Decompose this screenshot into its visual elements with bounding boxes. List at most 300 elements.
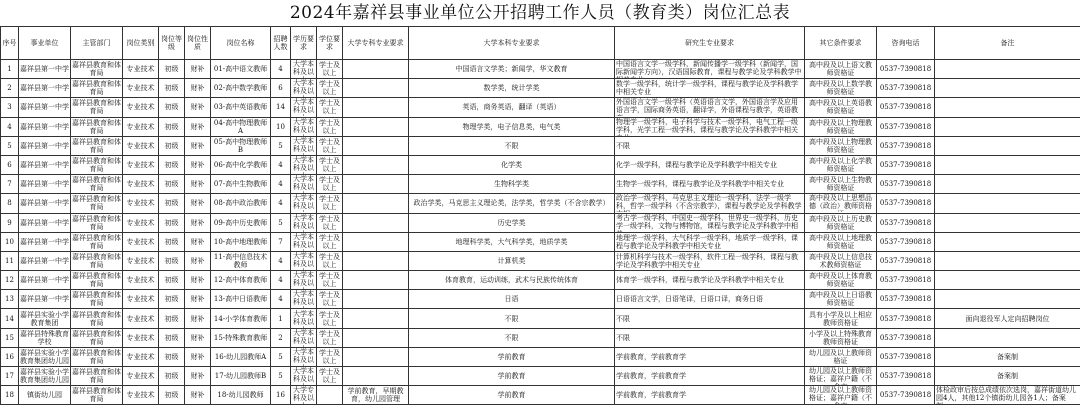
cell-text: 学士及以上 [319, 272, 340, 289]
table-cell [343, 79, 409, 98]
cell-text: 初级 [164, 333, 179, 342]
table-cell [1, 194, 19, 213]
table-cell [343, 175, 409, 194]
table-cell [71, 155, 123, 174]
cell-text: 学前教育 [497, 372, 526, 381]
table-cell [71, 328, 123, 347]
table-cell [343, 117, 409, 136]
table-cell [71, 79, 123, 98]
table-cell [123, 271, 159, 290]
table-row [1, 136, 1080, 155]
table-cell [877, 271, 935, 290]
cell-text: 14 [5, 314, 14, 323]
cell-text: 学士及以上 [319, 80, 340, 97]
cell-text: 4 [278, 180, 283, 189]
table-cell [159, 347, 185, 366]
table-cell [71, 175, 123, 194]
cell-text: 初级 [164, 122, 179, 131]
cell-text: 大学本科及以 [293, 175, 314, 192]
cell-text: 7 [7, 180, 12, 189]
table-cell [317, 155, 343, 174]
cell-text: 数学一级学科，统计学一级学科，课程与教学论及学科教学中相关专业 [616, 80, 798, 97]
cell-text: 历史学类 [497, 218, 526, 227]
table-cell [317, 386, 343, 405]
cell-text: 学前教育，早期教育，幼儿园管理 [347, 387, 404, 404]
cell-text: 4 [278, 256, 283, 265]
cell-text: 初级 [164, 256, 179, 265]
table-cell [185, 175, 211, 194]
table-cell [805, 213, 877, 232]
table-cell [159, 232, 185, 251]
table-cell [185, 271, 211, 290]
cell-text: 初级 [164, 141, 179, 150]
table-cell [805, 328, 877, 347]
cell-text: 02-高中数学教师 [213, 84, 268, 93]
table-cell [71, 136, 123, 155]
table-cell [877, 328, 935, 347]
cell-text: 大学专科及以 [293, 386, 314, 403]
table-cell [1, 60, 19, 79]
table-cell [185, 367, 211, 386]
column-header: 大学本科专业要求 [409, 27, 615, 60]
column-header: 学位要求 [317, 27, 343, 60]
table-cell [615, 328, 805, 347]
positions-table [0, 26, 1080, 405]
table-cell [185, 290, 211, 309]
table-cell [291, 309, 317, 328]
table-cell [291, 136, 317, 155]
column-header: 备注 [935, 27, 1080, 60]
table-cell [877, 136, 935, 155]
cell-text: 幼儿园及以上教师资格证 [809, 348, 872, 365]
cell-text: 9 [7, 218, 12, 227]
table-cell [159, 328, 185, 347]
cell-text: 14 [276, 103, 285, 112]
table-row [1, 386, 1080, 405]
cell-text: 学士及以上 [319, 214, 340, 231]
table-cell [409, 309, 615, 328]
cell-text: 幼儿园及以上教师资格证；嘉祥户籍（不 [809, 386, 872, 403]
cell-text: 嘉祥县第一中学 [20, 84, 69, 93]
cell-text: 11 [5, 256, 14, 265]
cell-text: 16 [5, 352, 14, 361]
table-cell [19, 232, 71, 251]
table-cell [409, 79, 615, 98]
cell-text: 学士及以上 [319, 157, 340, 174]
table-cell [935, 309, 1080, 328]
cell-text: 财补 [190, 372, 205, 381]
table-cell [291, 367, 317, 386]
table-cell [271, 290, 291, 309]
table-cell [877, 98, 935, 117]
cell-text: 大学本科及以 [293, 213, 314, 230]
table-cell [935, 386, 1080, 405]
cell-text: 3 [7, 103, 12, 112]
table-cell [71, 367, 123, 386]
cell-text: 初级 [164, 314, 179, 323]
cell-text: 幼儿园及以上教师资格证；嘉祥户籍（不 [809, 367, 872, 384]
cell-text: 学士及以上 [319, 176, 340, 193]
table-cell [159, 98, 185, 117]
cell-text: 16-幼儿园教师A [214, 352, 267, 361]
table-cell [935, 251, 1080, 270]
table-cell [19, 367, 71, 386]
table-cell [291, 175, 317, 194]
table-cell [615, 117, 805, 136]
cell-text: 嘉祥县第一中学 [20, 295, 69, 304]
cell-text: 生物科学类 [494, 180, 529, 189]
table-cell [805, 117, 877, 136]
table-cell [409, 136, 615, 155]
cell-text: 学士及以上 [319, 233, 340, 250]
cell-text: 体检政审后按总成绩依次选岗，嘉祥街道幼儿园4人，其他12个镇街幼儿园各1人；备案 [936, 386, 1076, 403]
cell-text: 日语语言文学，日语笔译，日语口译，商务日语 [616, 295, 763, 304]
cell-text: 初级 [164, 161, 179, 170]
cell-text: 04-高中物理教师A [213, 118, 268, 135]
table-cell [1, 328, 19, 347]
cell-text: 初级 [164, 237, 179, 246]
cell-text: 财补 [190, 333, 205, 342]
cell-text: 嘉祥县教育和体育局 [72, 118, 121, 135]
cell-text: 化学类 [501, 161, 522, 170]
cell-text: 财补 [190, 314, 205, 323]
table-cell [271, 309, 291, 328]
table-cell [123, 367, 159, 386]
table-cell [291, 60, 317, 79]
cell-text: 不限 [504, 333, 519, 342]
table-row [1, 367, 1080, 386]
table-cell [271, 194, 291, 213]
cell-text: 生物学一级学科，课程与教学论及学科教学中相关专业 [616, 180, 784, 189]
table-cell [271, 328, 291, 347]
table-cell [805, 232, 877, 251]
table-cell [409, 271, 615, 290]
cell-text: 具有小学及以上相应教师资格证 [809, 310, 872, 327]
table-cell [19, 79, 71, 98]
cell-text: 大学本科及以 [293, 251, 314, 268]
table-cell [185, 309, 211, 328]
table-cell [317, 328, 343, 347]
cell-text: 嘉祥县第一中学 [20, 218, 69, 227]
cell-text: 05-高中物理教师B [213, 137, 268, 154]
table-cell [185, 155, 211, 174]
table-cell [291, 386, 317, 405]
table-cell [159, 251, 185, 270]
table-row [1, 232, 1080, 251]
table-cell [1, 386, 19, 405]
cell-text: 专业技术 [126, 333, 155, 342]
table-cell [317, 251, 343, 270]
table-cell [123, 213, 159, 232]
table-cell [409, 175, 615, 194]
cell-text: 0537-7390818 [879, 237, 932, 246]
table-cell [185, 232, 211, 251]
table-body [1, 60, 1080, 405]
column-header: 研究生专业要求 [615, 27, 805, 60]
cell-text: 嘉祥县教育和体育局 [72, 157, 121, 174]
cell-text: 学士及以上 [319, 195, 340, 212]
cell-text: 专业技术 [126, 180, 155, 189]
table-cell [877, 155, 935, 174]
cell-text: 地理科学类，大气科学类，地质学类 [455, 237, 568, 246]
cell-text: 高中段及以上信息技术教师资格证 [809, 252, 872, 269]
cell-text: 财补 [190, 180, 205, 189]
cell-text: 大学本科及以 [293, 79, 314, 96]
cell-text: 5 [278, 372, 283, 381]
cell-text: 13 [5, 295, 14, 304]
table-cell [343, 271, 409, 290]
table-row [1, 175, 1080, 194]
table-cell [211, 60, 271, 79]
table-cell [317, 271, 343, 290]
table-cell [271, 251, 291, 270]
table-cell [1, 136, 19, 155]
cell-text: 地理学一级学科，大气科学一级学科，地质学一级学科，课程与教学论及学科教学中相关专业 [616, 233, 798, 250]
table-cell [211, 347, 271, 366]
cell-text: 初级 [164, 276, 179, 285]
column-header: 招聘人数 [271, 27, 291, 60]
cell-text: 嘉祥县教育和体育局 [72, 176, 121, 193]
table-cell [271, 347, 291, 366]
table-cell [185, 386, 211, 405]
page-title: 2024年嘉祥县事业单位公开招聘工作人员（教育类）岗位汇总表 [289, 3, 791, 23]
table-cell [935, 290, 1080, 309]
table-cell [805, 98, 877, 117]
table-cell [805, 290, 877, 309]
table-cell [343, 213, 409, 232]
table-cell [271, 79, 291, 98]
table-cell [615, 271, 805, 290]
cell-text: 初级 [164, 295, 179, 304]
table-cell [71, 60, 123, 79]
cell-text: 大学本科及以 [293, 328, 314, 345]
cell-text: 09-高中历史教师 [213, 218, 268, 227]
cell-text: 10 [276, 122, 285, 131]
cell-text: 高中段及以上物理教师资格证 [809, 137, 872, 154]
cell-text: 学士及以上 [319, 252, 340, 269]
cell-text: 不限 [504, 141, 519, 150]
table-cell [211, 271, 271, 290]
cell-text: 高中段及以上体育教师资格证 [809, 272, 872, 289]
cell-text: 高中段及以上物理教师资格证 [809, 118, 872, 135]
table-cell [185, 60, 211, 79]
column-header: 学历要求 [291, 27, 317, 60]
table-cell [291, 271, 317, 290]
cell-text: 嘉祥县教育和体育局 [72, 252, 121, 269]
table-cell [317, 309, 343, 328]
table-cell [271, 232, 291, 251]
cell-text: 大学本科及以 [293, 156, 314, 173]
cell-text: 4 [278, 161, 283, 170]
table-cell [19, 117, 71, 136]
cell-text: 0537-7390818 [879, 65, 932, 74]
cell-text: 12 [5, 276, 14, 285]
table-cell [291, 347, 317, 366]
cell-text: 专业技术 [126, 314, 155, 323]
cell-text: 大学本科及以 [293, 136, 314, 153]
table-cell [185, 347, 211, 366]
table-cell [19, 386, 71, 405]
cell-text: 0537-7390818 [879, 84, 932, 93]
table-cell [71, 309, 123, 328]
cell-text: 0537-7390818 [879, 161, 932, 170]
table-cell [1, 117, 19, 136]
table-cell [211, 194, 271, 213]
cell-text: 4 [278, 295, 283, 304]
table-cell [271, 98, 291, 117]
cell-text: 嘉祥县教育和体育局 [72, 99, 121, 116]
cell-text: 专业技术 [126, 352, 155, 361]
cell-text: 嘉祥县实验小学教育集团幼儿园 [20, 348, 69, 365]
cell-text: 财补 [190, 161, 205, 170]
column-header: 岗位性质 [185, 27, 211, 60]
table-cell [935, 117, 1080, 136]
cell-text: 18-幼儿园教师 [217, 391, 264, 400]
cell-text: 财补 [190, 295, 205, 304]
table-cell [615, 386, 805, 405]
table-cell [291, 194, 317, 213]
table-cell [159, 367, 185, 386]
cell-text: 初级 [164, 218, 179, 227]
cell-text: 0537-7390818 [879, 276, 932, 285]
table-cell [409, 117, 615, 136]
table-cell [343, 367, 409, 386]
table-cell [211, 328, 271, 347]
column-header: 岗位类别 [123, 27, 159, 60]
table-cell [615, 367, 805, 386]
cell-text: 外国语言文学一级学科（英语语言文学，外国语言学及应用语言学，国际商务英语，翻译学，外语课程与教学，英语教 [616, 98, 798, 115]
table-cell [615, 309, 805, 328]
table-cell [615, 194, 805, 213]
cell-text: 06-高中化学教师 [213, 161, 268, 170]
table-cell [805, 251, 877, 270]
table-cell [211, 386, 271, 405]
cell-text: 财补 [190, 122, 205, 131]
cell-text: 面向退役军人定向招聘岗位 [965, 314, 1050, 323]
cell-text: 嘉祥县教育和体育局 [72, 137, 121, 154]
cell-text: 中国语言文学类；新闻学，华文教育 [455, 65, 568, 74]
cell-text: 专业技术 [126, 84, 155, 93]
table-cell [935, 194, 1080, 213]
table-cell [185, 251, 211, 270]
table-cell [19, 98, 71, 117]
cell-text: 物理学一级学科，电子科学与技术一级学科，电气工程一级学科，光学工程一级学科，课程与教学论及学科教学中相关 [616, 117, 798, 134]
table-cell [123, 309, 159, 328]
table-cell [615, 136, 805, 155]
table-cell [615, 155, 805, 174]
table-cell [159, 213, 185, 232]
cell-text: 0537-7390818 [879, 218, 932, 227]
cell-text: 财补 [190, 218, 205, 227]
cell-text: 大学本科及以 [293, 347, 314, 364]
table-cell [123, 386, 159, 405]
cell-text: 17-幼儿园教师B [214, 372, 267, 381]
table-cell [271, 386, 291, 405]
table-cell [71, 213, 123, 232]
cell-text: 财补 [190, 391, 205, 400]
table-cell [615, 79, 805, 98]
table-cell [185, 213, 211, 232]
cell-text: 6 [7, 161, 12, 170]
table-cell [1, 79, 19, 98]
table-cell [1, 347, 19, 366]
cell-text: 嘉祥县第一中学 [20, 161, 69, 170]
cell-text: 政治学类，马克思主义理论类，法学类，哲学类（不含宗教学） [413, 199, 610, 208]
table-cell [123, 347, 159, 366]
table-cell [71, 117, 123, 136]
table-cell [211, 155, 271, 174]
table-cell [71, 251, 123, 270]
table-cell [19, 309, 71, 328]
cell-text: 专业技术 [126, 276, 155, 285]
table-cell [935, 155, 1080, 174]
table-cell [123, 136, 159, 155]
table-cell [805, 79, 877, 98]
table-cell [409, 60, 615, 79]
cell-text: 4 [278, 276, 283, 285]
cell-text: 不限 [616, 314, 630, 323]
table-cell [159, 136, 185, 155]
table-cell [343, 290, 409, 309]
cell-text: 财补 [190, 276, 205, 285]
cell-text: 专业技术 [126, 391, 155, 400]
table-cell [159, 79, 185, 98]
table-cell [1, 251, 19, 270]
table-cell [935, 60, 1080, 79]
table-cell [317, 60, 343, 79]
cell-text: 嘉祥县第一中学 [20, 237, 69, 246]
cell-text: 0537-7390818 [879, 352, 932, 361]
cell-text: 学士及以上 [319, 118, 340, 135]
table-cell [291, 117, 317, 136]
cell-text: 计算机类 [497, 256, 526, 265]
cell-text: 不限 [504, 314, 519, 323]
table-cell [615, 175, 805, 194]
cell-text: 大学本科及以 [293, 60, 314, 77]
table-cell [159, 194, 185, 213]
cell-text: 专业技术 [126, 103, 155, 112]
table-cell [159, 60, 185, 79]
table-row [1, 251, 1080, 270]
table-cell [159, 290, 185, 309]
table-cell [805, 386, 877, 405]
table-cell [409, 98, 615, 117]
cell-text: 高中段及以上历史教师资格证 [809, 214, 872, 231]
table-cell [409, 290, 615, 309]
column-header: 主管部门 [71, 27, 123, 60]
table-row [1, 79, 1080, 98]
cell-text: 学士及以上 [319, 368, 340, 385]
cell-text: 1 [278, 314, 283, 323]
table-cell [123, 328, 159, 347]
cell-text: 嘉祥县第一中学 [20, 180, 69, 189]
cell-text: 03-高中英语教师 [213, 103, 268, 112]
table-row [1, 155, 1080, 174]
table-cell [317, 98, 343, 117]
table-cell [185, 98, 211, 117]
cell-text: 专业技术 [126, 218, 155, 227]
table-cell [409, 232, 615, 251]
table-cell [935, 328, 1080, 347]
cell-text: 财补 [190, 237, 205, 246]
cell-text: 学前教育 [497, 391, 526, 400]
table-cell [343, 328, 409, 347]
cell-text: 嘉祥县第一中学 [20, 141, 69, 150]
table-cell [71, 347, 123, 366]
table-cell [1, 213, 19, 232]
table-cell [19, 251, 71, 270]
table-cell [159, 309, 185, 328]
